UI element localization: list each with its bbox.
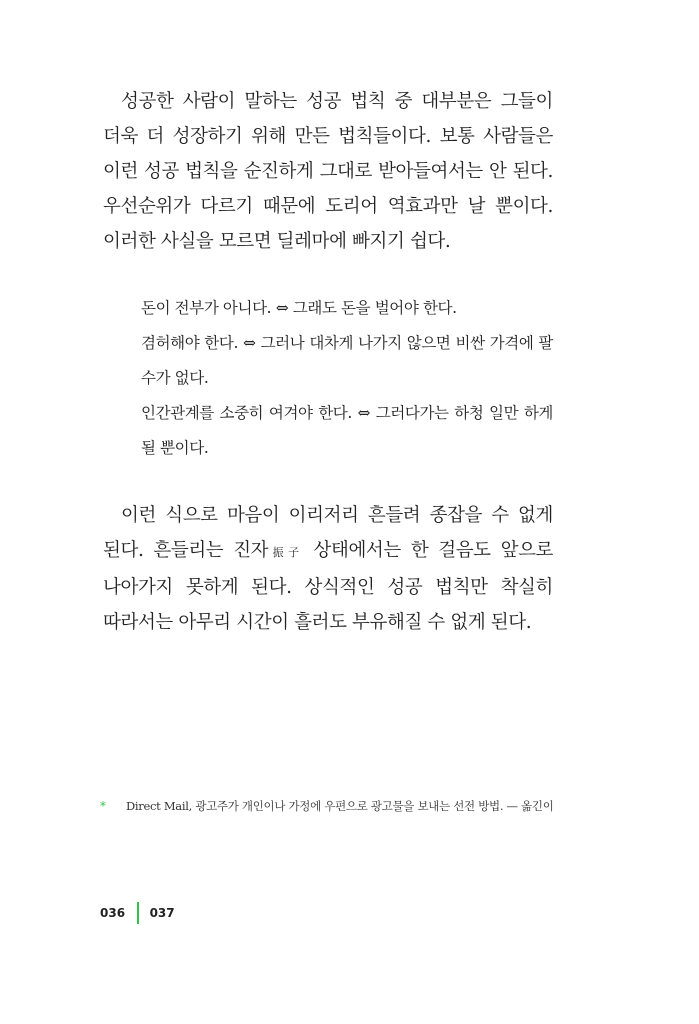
quote-line-2: 겸허해야 한다. ⇔ 그러나 대차게 나가지 않으면 비싼 가격에 팔 수가 없다. (141, 334, 553, 387)
page-number-right: 037 (149, 906, 175, 920)
footnote-text: Direct Mail, 광고주가 개인이나 가정에 우편으로 광고물을 보내는 선전 방법. — 옮긴이 (126, 799, 554, 813)
paragraph-1-text: 성공한 사람이 말하는 성공 법칙 중 대부분은 그들이 더욱 더 성장하기 위해 만든 법칙들이다. 보통 사람들은 이런 성공 법칙을 순진하게 그대로 받아들여서는 안 된다. 우선순위가 다르기 때문에 도리어 역효과만 날 뿐이다. 이러한 사실을 모르면 딜레마에 빠지기 쉽다. (103, 91, 553, 252)
footnote-star-icon: * (100, 799, 106, 813)
page-number-left: 036 (100, 906, 126, 920)
body-paragraph-1 (103, 84, 553, 259)
paragraph-2-text-start: 이런 식으로 마음이 이리저리 흔들려 종잡을 수 없게 된다. 흔들리는 진자 (103, 505, 553, 561)
contrast-quote-list (141, 291, 553, 466)
hanja-gloss: 振子 (268, 546, 304, 559)
footnote (100, 796, 560, 816)
quote-line-1: 돈이 전부가 아니다. ⇔ 그래도 돈을 벌어야 한다. (141, 299, 457, 317)
body-paragraph-2 (103, 498, 553, 640)
page-folio (100, 903, 175, 923)
quote-line-3: 인간관계를 소중히 여겨야 한다. ⇔ 그러다가는 하청 일만 하게 될 뿐이다. (141, 404, 553, 457)
folio-divider (137, 902, 139, 924)
paragraph-2-text-end: 상태에서는 한 걸음도 앞으로 나아가지 못하게 된다. 상식적인 성공 법칙만 착실히 따라서는 아무리 시간이 흘러도 부유해질 수 없게 된다. (103, 540, 554, 633)
